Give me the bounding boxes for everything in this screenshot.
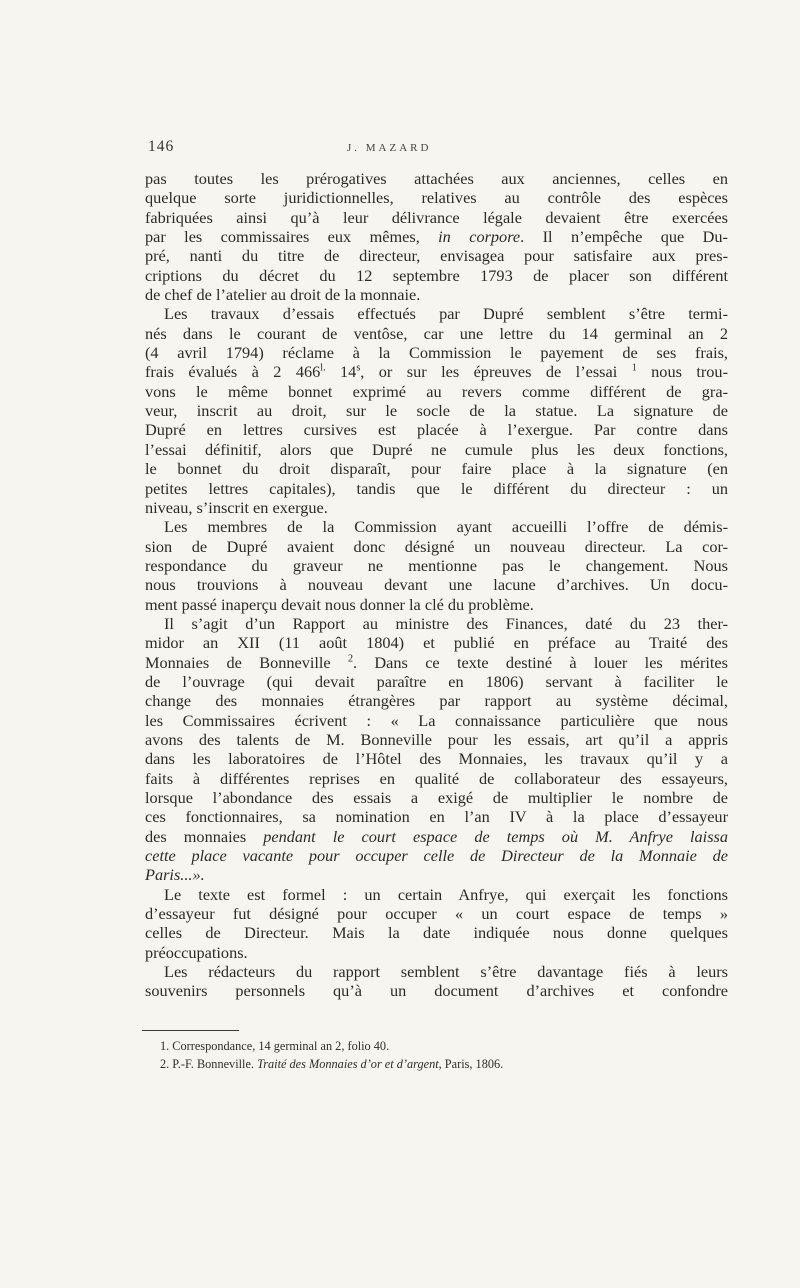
text-line bbox=[145, 943, 728, 962]
text-segment: criptions du décret du 12 septembre 1793 de placer son différent bbox=[145, 265, 728, 285]
page-number: 146 bbox=[148, 138, 175, 155]
text-segment: petites lettres capitales), tandis que le différent du directeur : un bbox=[145, 478, 728, 498]
text-line bbox=[145, 614, 728, 633]
text-segment: Il s’agit d’un Rapport au ministre des Finances, daté du 23 ther- bbox=[164, 613, 728, 633]
running-title: J. MAZARD bbox=[347, 142, 432, 154]
text-line bbox=[145, 208, 728, 227]
text-line bbox=[145, 227, 728, 246]
footnote-item bbox=[160, 1038, 700, 1056]
text-line bbox=[145, 846, 728, 865]
text-segment: de l’ouvrage (qui devait paraître en 1806) servant à faciliter le bbox=[145, 671, 728, 691]
text-segment: lorsque l’abondance des essais a exigé de multiplier le nombre de bbox=[145, 788, 728, 807]
text-segment: des monnaies bbox=[145, 826, 264, 846]
text-segment: . Dans ce texte destiné à louer les mérites bbox=[353, 652, 728, 672]
text-line bbox=[145, 285, 728, 304]
text-line bbox=[145, 711, 728, 730]
text-segment: 1. Correspondance, 14 germinal an 2, folio 40. bbox=[160, 1039, 390, 1053]
text-segment: Le texte est formel : un certain Anfrye, qui exerçait les fonctions bbox=[164, 884, 728, 904]
text-segment: nés dans le courant de ventôse, car une lettre du 14 germinal an 2 bbox=[145, 323, 728, 343]
body-text bbox=[145, 169, 728, 1001]
text-segment: change des monnaies étrangères par rapport au système décimal, bbox=[145, 691, 728, 711]
italic-text: pendant le court espace de temps où M. Anfrye laissa bbox=[263, 826, 729, 846]
text-segment: ment passé inaperçu devait nous donner la clé du problème. bbox=[145, 594, 534, 614]
text-segment: veur, inscrit au droit, sur le socle de la statue. La signature de bbox=[145, 401, 728, 421]
text-segment: sion de Dupré avaient donc désigné un nouveau directeur. La cor- bbox=[145, 536, 728, 556]
text-line bbox=[145, 188, 728, 207]
text-line bbox=[145, 885, 728, 904]
text-line bbox=[145, 769, 728, 788]
footnote-item bbox=[160, 1056, 700, 1074]
text-line bbox=[145, 904, 728, 923]
text-segment: nous trou- bbox=[636, 362, 728, 382]
text-line bbox=[145, 517, 728, 536]
text-line bbox=[145, 246, 728, 265]
text-segment: frais évalués à 2 466 bbox=[145, 362, 321, 382]
text-segment: les Commissaires écrivent : « La connaissance particulière que nous bbox=[145, 710, 728, 730]
italic-text: cette place vacante pour occuper celle de Directeur de la Monnaie de bbox=[145, 846, 728, 866]
text-segment: ces fonctionnaires, sa nomination en l’an IV à la place d’essayeur bbox=[145, 807, 728, 827]
text-segment: (4 avril 1794) réclame à la Commission le payement de ses frais, bbox=[145, 343, 728, 363]
text-line bbox=[145, 324, 728, 343]
superscript-ref: l. bbox=[320, 363, 326, 375]
italic-text: Paris...». bbox=[145, 865, 205, 885]
text-segment: faits à différentes reprises en qualité de collaborateur des essayeurs, bbox=[145, 768, 728, 788]
text-segment: 14 bbox=[325, 362, 357, 382]
text-segment: souvenirs personnels qu’à un document d’archives et confondre bbox=[145, 981, 728, 1001]
text-segment: fabriquées ainsi qu’à leur délivrance légale devaient être exercées bbox=[145, 207, 728, 227]
text-line bbox=[145, 633, 728, 652]
text-segment: celles de Directeur. Mais la date indiquée nous donne quelques bbox=[145, 923, 728, 943]
text-segment: Dupré en lettres cursives est placée à l’exergue. Par contre dans bbox=[145, 420, 728, 440]
text-segment: respondance du graveur ne mentionne pas le changement. Nous bbox=[145, 555, 728, 575]
text-segment: Les travaux d’essais effectués par Dupré semblent s’être termi- bbox=[164, 304, 728, 324]
text-segment: vons le même bonnet exprimé au revers comme différent de gra- bbox=[145, 381, 728, 401]
text-segment: midor an XII (11 août 1804) et publié en préface au Traité des bbox=[145, 633, 728, 653]
text-segment: Monnaies de Bonneville bbox=[145, 652, 348, 672]
text-segment: , Paris, 1806. bbox=[438, 1056, 504, 1071]
text-segment: Les membres de la Commission ayant accueilli l’offre de démis- bbox=[164, 517, 728, 537]
text-line bbox=[145, 479, 728, 498]
text-segment: dans les laboratoires de l’Hôtel des Monnaies, les travaux qu’il y a bbox=[145, 749, 728, 769]
text-line bbox=[145, 730, 728, 749]
text-segment: l’essai définitif, alors que Dupré ne cumule plus les deux fonctions, bbox=[145, 439, 728, 459]
text-line bbox=[145, 575, 728, 594]
italic-text: Traité des Monnaies d’or et d’argent bbox=[257, 1056, 439, 1071]
superscript-ref: 2 bbox=[347, 653, 354, 665]
superscript-ref: s bbox=[356, 363, 361, 375]
superscript-ref: 1 bbox=[631, 363, 637, 375]
text-line bbox=[145, 807, 728, 826]
text-line bbox=[145, 420, 728, 439]
text-segment: nous trouvions à nouveau devant une lacune d’archives. Un docu- bbox=[145, 575, 728, 595]
text-line bbox=[145, 362, 728, 381]
italic-text: in corpore bbox=[438, 227, 521, 247]
text-segment: pré, nanti du titre de directeur, envisagea pour satisfaire aux pres- bbox=[145, 246, 728, 266]
text-line bbox=[145, 962, 728, 981]
text-line bbox=[145, 691, 728, 710]
footnote-divider bbox=[142, 1030, 239, 1031]
text-segment: quelque sorte juridictionnelles, relatives au contrôle des espèces bbox=[145, 188, 728, 208]
text-line bbox=[145, 827, 728, 846]
text-segment: de chef de l’atelier au droit de la monnaie. bbox=[145, 285, 421, 305]
text-line bbox=[145, 981, 728, 1000]
text-line bbox=[145, 382, 728, 401]
text-segment: niveau, s’inscrit en exergue. bbox=[145, 497, 328, 517]
footnotes bbox=[160, 1038, 700, 1073]
text-line bbox=[145, 749, 728, 768]
text-line bbox=[145, 401, 728, 420]
text-line bbox=[145, 595, 728, 614]
text-line bbox=[145, 923, 728, 942]
text-line bbox=[145, 266, 728, 285]
text-line bbox=[145, 788, 728, 807]
text-segment: le bonnet du droit disparaît, pour faire place à la signature (en bbox=[145, 459, 728, 479]
text-segment: 2. P.-F. Bonneville. bbox=[160, 1056, 258, 1071]
text-segment: par les commissaires eux mêmes, bbox=[145, 227, 439, 247]
text-segment: , or sur les épreuves de l’essai bbox=[360, 362, 632, 382]
text-line bbox=[145, 556, 728, 575]
text-line bbox=[145, 672, 728, 691]
text-line bbox=[145, 498, 728, 517]
text-line bbox=[145, 304, 728, 323]
text-line bbox=[145, 653, 728, 672]
text-line bbox=[145, 537, 728, 556]
text-line bbox=[145, 459, 728, 478]
text-segment: . Il n’empêche que Du- bbox=[520, 227, 728, 247]
text-segment: avons des talents de M. Bonneville pour les essais, art qu’il a appris bbox=[145, 729, 728, 749]
text-segment: pas toutes les prérogatives attachées aux anciennes, celles en bbox=[145, 169, 728, 188]
text-segment: Les rédacteurs du rapport semblent s’être davantage fiés à leurs bbox=[164, 962, 728, 982]
text-segment: d’essayeur fut désigné pour occuper « un court espace de temps » bbox=[145, 904, 728, 924]
text-segment: préoccupations. bbox=[145, 942, 248, 962]
text-line bbox=[145, 440, 728, 459]
text-line bbox=[145, 343, 728, 362]
text-line bbox=[145, 865, 728, 884]
text-line bbox=[145, 169, 728, 188]
